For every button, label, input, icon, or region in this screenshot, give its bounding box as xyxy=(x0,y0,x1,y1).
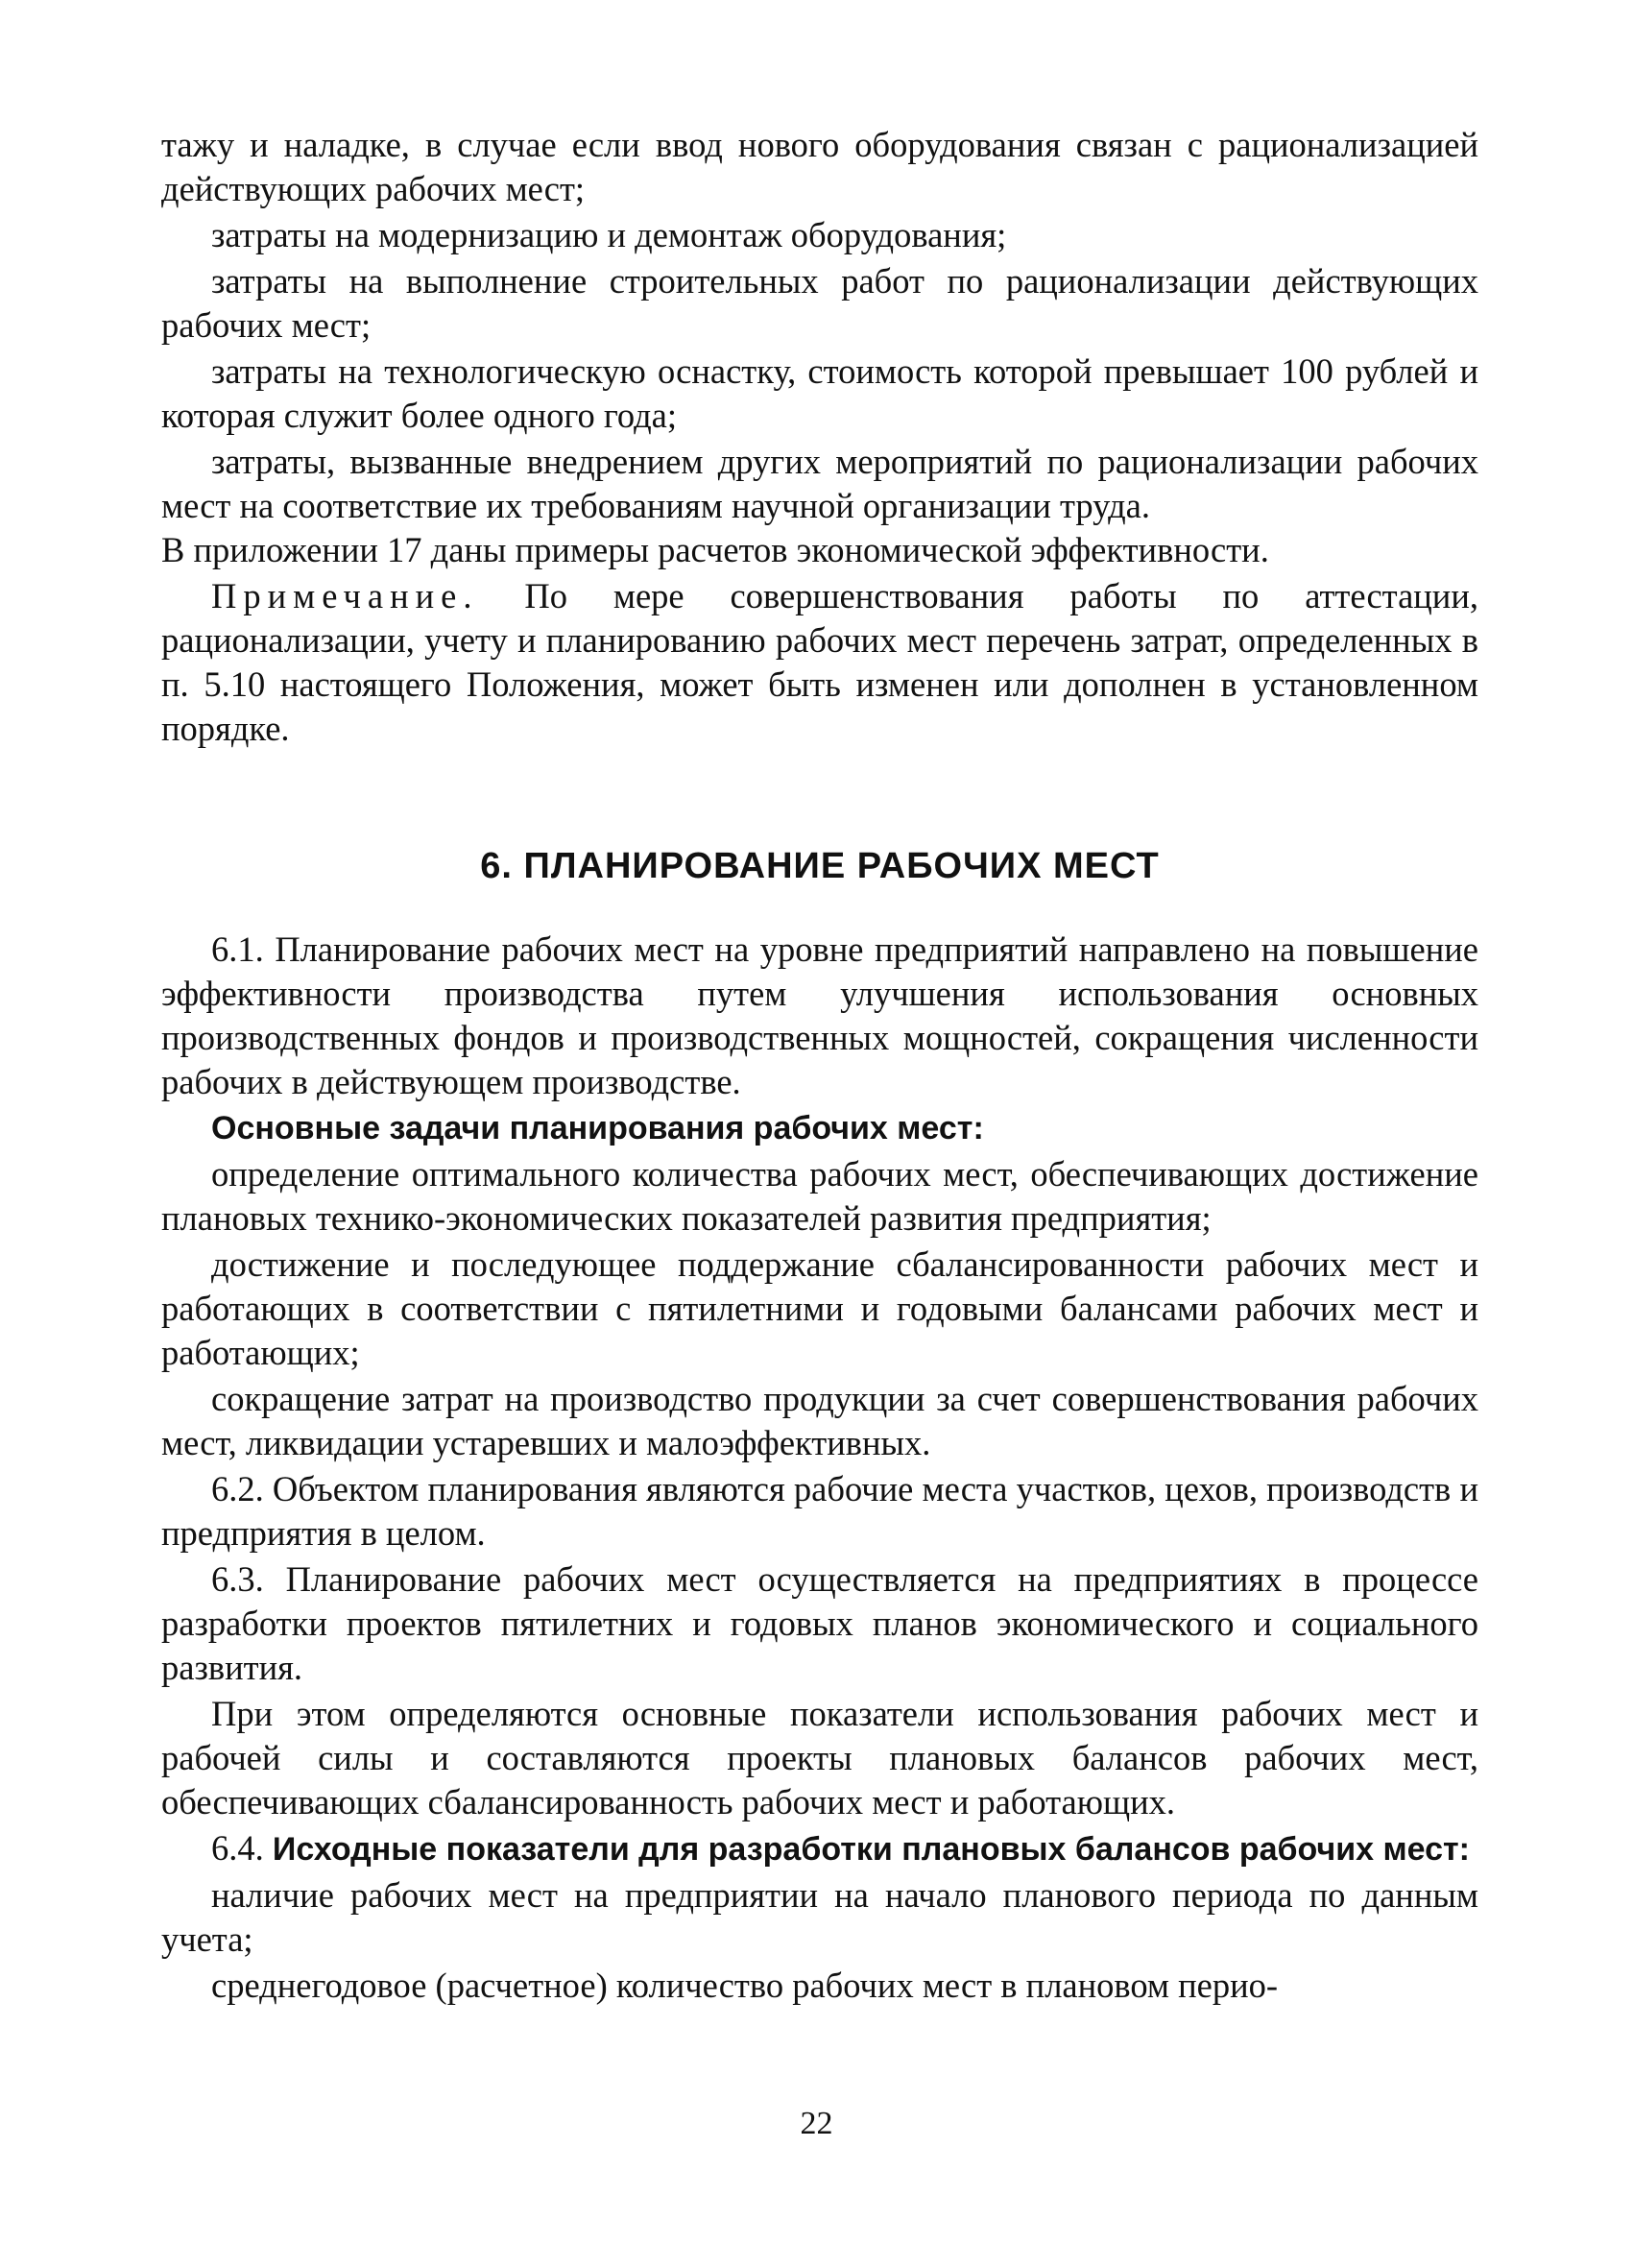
paragraph-6-2: 6.2. Объектом планирования являются рабочие места участков, цехов, производств и предприятия в целом. xyxy=(161,1469,1478,1553)
paragraph-6-3: 6.3. Планирование рабочих мест осуществляется на предприятиях в процессе разработки проектов пятилетних и годовых планов экономического и социального развития. xyxy=(161,1559,1478,1687)
paragraph-modernization: затраты на модернизацию и демонтаж оборудования; xyxy=(211,215,1007,254)
note-paragraph xyxy=(161,574,1478,751)
paragraph-6-4-number: 6.4. xyxy=(211,1828,273,1868)
section-heading: 6. ПЛАНИРОВАНИЕ РАБОЧИХ МЕСТ xyxy=(480,846,1160,886)
page-number: 22 xyxy=(800,2106,833,2141)
note-label: Примечание. xyxy=(211,576,479,615)
indicator-item-1: наличие рабочих мест на предприятии на начало планового периода по данным учета; xyxy=(161,1875,1478,1959)
note-text: По мере совершенствования работы по аттестации, рационализации, учету и планированию рабочих мест перечень затрат, определенных в п. 5.10 настоящего Положения, может быть изменен или дополнен в установленном порядке. xyxy=(161,576,1478,748)
tasks-heading: Основные задачи планирования рабочих мест: xyxy=(211,1110,984,1146)
paragraph-construction: затраты на выполнение строительных работ по рационализации действующих рабочих мест; xyxy=(161,261,1478,345)
paragraph-6-1: 6.1. Планирование рабочих мест на уровне предприятий направлено на повышение эффективности производства путем улучшения использования основных производственных фондов и производственных мощностей, сокращения численности рабочих в действующем производстве. xyxy=(161,929,1478,1101)
task-item-1: определение оптимального количества рабочих мест, обеспечивающих достижение плановых технико-экономических показателей развития предприятия; xyxy=(161,1154,1478,1238)
paragraph-appendix-reference: В приложении 17 даны примеры расчетов экономической эффективности. xyxy=(161,530,1269,569)
paragraph-6-3-continued: При этом определяются основные показатели использования рабочих мест и рабочей силы и составляются проекты плановых балансов рабочих мест, обеспечивающих сбалансированность рабочих мест и работающих. xyxy=(161,1694,1478,1822)
paragraph-continuation: тажу и наладке, в случае если ввод нового оборудования связан с рационализацией действующих рабочих мест; xyxy=(161,125,1478,208)
paragraph-tooling: затраты на технологическую оснастку, стоимость которой превышает 100 рублей и которая служит более одного года; xyxy=(161,351,1478,435)
paragraph-6-4 xyxy=(161,1826,1478,1871)
task-item-2: достижение и последующее поддержание сбалансированности рабочих мест и работающих в соответствии с пятилетними и годовыми балансами рабочих мест и работающих; xyxy=(161,1244,1478,1372)
paragraph-other-measures: затраты, вызванные внедрением других мероприятий по рационализации рабочих мест на соответствие их требованиям научной организации труда. xyxy=(161,442,1478,525)
task-item-3: сокращение затрат на производство продукции за счет совершенствования рабочих мест, ликвидации устаревших и малоэффективных. xyxy=(161,1379,1478,1462)
document-page xyxy=(161,123,1478,2008)
paragraph-6-4-title: Исходные показатели для разработки плановых балансов рабочих мест: xyxy=(272,1831,1470,1868)
indicator-item-2: среднегодовое (расчетное) количество рабочих мест в плановом перио- xyxy=(211,1966,1279,2005)
